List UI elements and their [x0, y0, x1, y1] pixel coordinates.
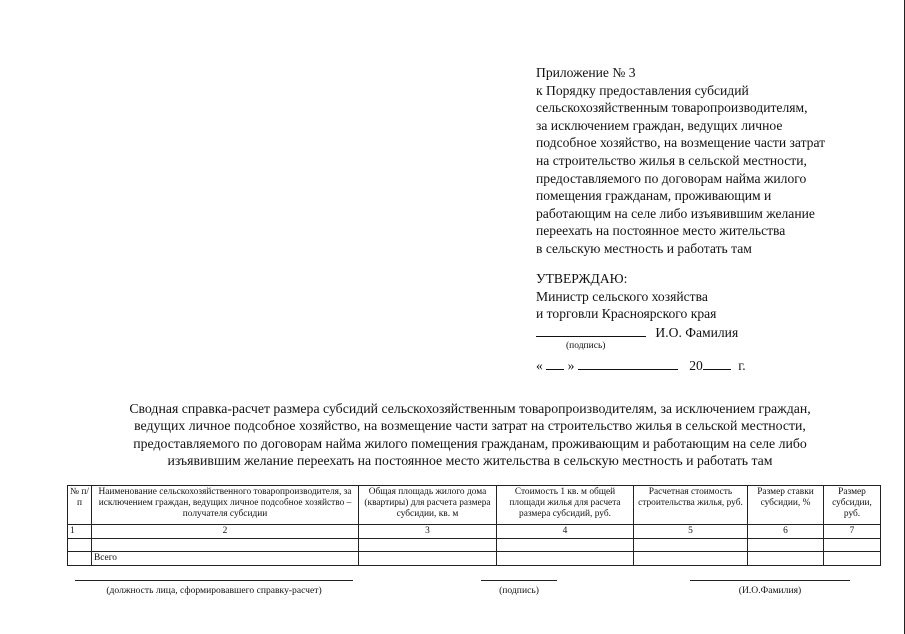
position-caption: (должность лица, сформировавшего справку-расчет): [106, 585, 322, 596]
summary-table: [67, 485, 881, 566]
column-number: 7: [824, 525, 881, 539]
header-number: № п/п: [68, 486, 92, 525]
annex-line: переехать на постоянное место жительства: [536, 223, 786, 239]
approval-heading: УТВЕРЖДАЮ:: [536, 271, 628, 286]
annex-line: за исключением граждан, ведущих личное: [536, 117, 783, 133]
date-open-quote: «: [536, 357, 543, 373]
footer-position-signature: [75, 580, 353, 597]
column-number: 3: [359, 525, 497, 539]
table-row: [68, 539, 881, 552]
table-number-row: [68, 525, 881, 539]
approval-date-row: [536, 356, 876, 375]
table-cell: [634, 552, 748, 566]
table-cell: [68, 552, 92, 566]
table-cell: [92, 539, 359, 552]
annex-line: к Порядку предоставления субсидий: [536, 82, 749, 98]
approver-signature-row: [536, 323, 876, 341]
table-cell: [634, 539, 748, 552]
table-cell: [68, 539, 92, 552]
table-total-row: [68, 552, 881, 566]
table-cell: [359, 552, 497, 566]
table-cell: [748, 539, 824, 552]
table-header-row: [68, 486, 881, 525]
annex-line: на строительство жилья в сельской местности,: [536, 152, 807, 168]
total-label: Всего: [92, 552, 359, 566]
footer-signature: [481, 580, 557, 597]
approver-name: И.О. Фамилия: [655, 324, 739, 340]
date-close-quote: »: [567, 357, 575, 373]
title-line: изъявившим желание переехать на постоянное место жительства в сельскую местность и работать там: [167, 453, 773, 469]
annex-block: [536, 64, 876, 258]
name-caption: (И.О.Фамилия): [738, 585, 802, 596]
approval-block: [536, 270, 876, 374]
table-cell: [748, 552, 824, 566]
title-line: Сводная справка-расчет размера субсидий сельскохозяйственным товаропроизводителям, за исключением граждан,: [129, 401, 811, 416]
title-line: предоставляемого по договорам найма жилого помещения гражданам, проживающим и работающим на селе либо: [133, 435, 807, 451]
annex-line: предоставляемого по договорам найма жилого: [536, 170, 807, 186]
header-subsidy-amount: Размер субсидии, руб.: [824, 486, 881, 525]
year-blank: [703, 356, 731, 370]
annex-line: работающим на селе либо изъявившим желание: [536, 205, 815, 221]
table-cell: [824, 539, 881, 552]
footer-name-signature: [690, 580, 850, 597]
signature-blank: [536, 323, 646, 337]
document-title: [60, 400, 880, 470]
title-line: ведущих личное подсобное хозяйство, на возмещение части затрат на строительство жилья в сельской местности,: [134, 418, 806, 434]
header-subsidy-rate: Размер ставки субсидии, %: [748, 486, 824, 525]
annex-line: подсобное хозяйство, на возмещение части затрат: [536, 135, 826, 151]
table-cell: [497, 539, 634, 552]
table-cell: [359, 539, 497, 552]
signature-caption: (подпись): [566, 340, 606, 351]
annex-line: Приложение № 3: [536, 65, 636, 80]
header-producer-name: Наименование сельскохозяйственного товаропроизводителя, за исключением граждан, ведущих личное подсобное хозяйство – получателя субсидии: [92, 486, 359, 525]
column-number: 4: [497, 525, 634, 539]
approver-position-line1: Министр сельского хозяйства: [536, 288, 708, 304]
annex-line: сельскохозяйственным товаропроизводителям,: [536, 100, 808, 116]
column-number: 1: [68, 525, 92, 539]
column-number: 5: [634, 525, 748, 539]
header-total-area: Общая площадь жилого дома (квартиры) для расчета размера субсидии, кв. м: [359, 486, 497, 525]
annex-line: в сельскую местность и работать там: [536, 240, 752, 256]
day-blank: [546, 356, 564, 370]
footer-signature-caption: (подпись): [499, 585, 539, 596]
header-estimated-cost: Расчетная стоимость строительства жилья, руб.: [634, 486, 748, 525]
header-cost-per-sqm: Стоимость 1 кв. м общей площади жилья для расчета размера субсидий, руб.: [497, 486, 634, 525]
column-number: 2: [92, 525, 359, 539]
year-prefix: 20: [689, 357, 703, 373]
table-cell: [824, 552, 881, 566]
annex-line: помещения гражданам, проживающим и: [536, 188, 772, 204]
approver-position-line2: и торговли Красноярского края: [536, 306, 717, 322]
year-suffix: г.: [738, 357, 746, 373]
table-cell: [497, 552, 634, 566]
month-blank: [578, 356, 678, 370]
column-number: 6: [748, 525, 824, 539]
